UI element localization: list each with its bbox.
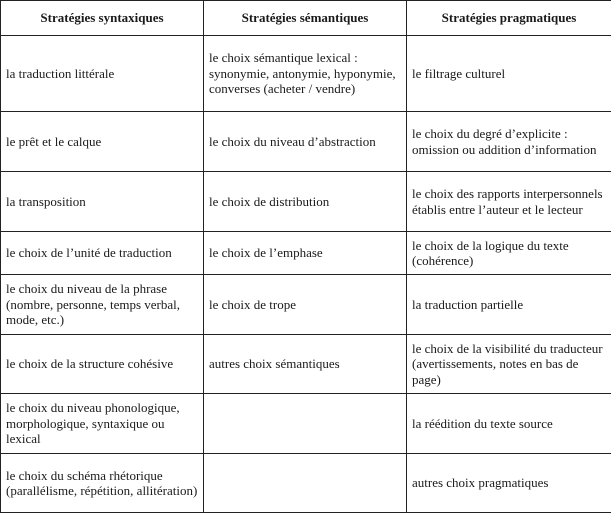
table-row bbox=[1, 335, 611, 394]
table-row bbox=[1, 112, 611, 172]
semantic-cell: le choix de trope bbox=[204, 275, 407, 335]
semantic-cell: le choix de l’emphase bbox=[204, 232, 407, 275]
syntactic-cell: la transposition bbox=[1, 172, 204, 232]
semantic-cell: le choix de distribution bbox=[204, 172, 407, 232]
pragmatic-cell: le choix des rapports interpersonnels établis entre l’auteur et le lecteur bbox=[407, 172, 611, 232]
pragmatic-cell: le choix de la visibilité du traducteur (avertissements, notes en bas de page) bbox=[407, 335, 611, 394]
pragmatic-cell: le choix du degré d’explicite : omission ou addition d’information bbox=[407, 112, 611, 172]
syntactic-cell: le choix de l’unité de traduction bbox=[1, 232, 204, 275]
pragmatic-cell: autres choix pragmatiques bbox=[407, 454, 611, 513]
table-row bbox=[1, 394, 611, 454]
header-semantic: Stratégies sémantiques bbox=[204, 1, 407, 36]
syntactic-cell: le prêt et le calque bbox=[1, 112, 204, 172]
semantic-cell: le choix sémantique lexical : synonymie, antonymie, hyponymie, converses (acheter / vendre) bbox=[204, 36, 407, 112]
syntactic-cell: le choix du niveau de la phrase (nombre, personne, temps verbal, mode, etc.) bbox=[1, 275, 204, 335]
pragmatic-cell: la réédition du texte source bbox=[407, 394, 611, 454]
syntactic-cell: la traduction littérale bbox=[1, 36, 204, 112]
syntactic-cell: le choix du schéma rhétorique (parallélisme, répétition, allitération) bbox=[1, 454, 204, 513]
syntactic-cell: le choix de la structure cohésive bbox=[1, 335, 204, 394]
semantic-cell bbox=[204, 394, 407, 454]
pragmatic-cell: le filtrage culturel bbox=[407, 36, 611, 112]
table-row bbox=[1, 172, 611, 232]
semantic-cell: autres choix sémantiques bbox=[204, 335, 407, 394]
semantic-cell bbox=[204, 454, 407, 513]
table-row bbox=[1, 454, 611, 513]
table-row bbox=[1, 36, 611, 112]
header-pragmatic: Stratégies pragmatiques bbox=[407, 1, 611, 36]
header-syntactic: Stratégies syntaxiques bbox=[1, 1, 204, 36]
table-row bbox=[1, 232, 611, 275]
table-row bbox=[1, 275, 611, 335]
semantic-cell: le choix du niveau d’abstraction bbox=[204, 112, 407, 172]
pragmatic-cell: la traduction partielle bbox=[407, 275, 611, 335]
header-row bbox=[1, 1, 611, 36]
pragmatic-cell: le choix de la logique du texte (cohérence) bbox=[407, 232, 611, 275]
syntactic-cell: le choix du niveau phonologique, morphologique, syntaxique ou lexical bbox=[1, 394, 204, 454]
